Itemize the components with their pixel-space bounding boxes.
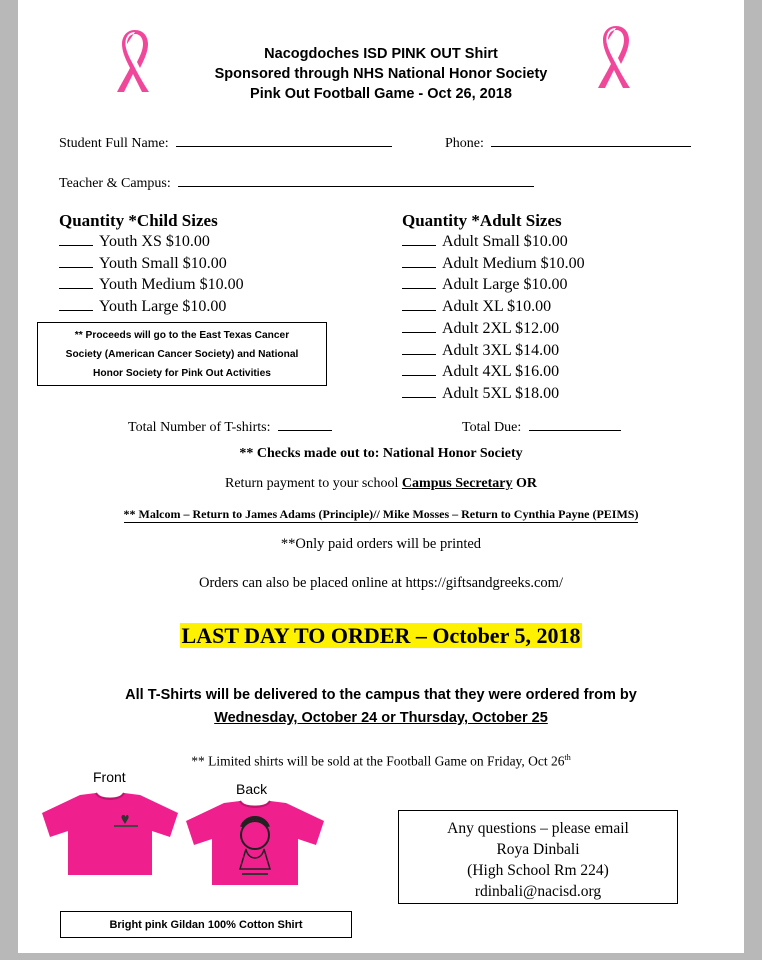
child-size-item[interactable]: Youth Small $10.00	[59, 253, 244, 275]
phone-row	[445, 132, 691, 152]
total-due-row	[462, 416, 621, 436]
back-tshirt-image	[184, 799, 326, 887]
student-name-field[interactable]	[176, 132, 392, 147]
total-shirts-row	[128, 416, 332, 436]
child-sizes-title: Quantity *Child Sizes	[59, 211, 218, 230]
front-tshirt-image	[40, 791, 180, 877]
quantity-blank[interactable]	[59, 296, 93, 311]
limited-shirts-note: ** Limited shirts will be sold at the Football Game on Friday, Oct 26th	[191, 753, 571, 769]
shirt-caption-box: Bright pink Gildan 100% Cotton Shirt	[60, 911, 352, 938]
student-name-row	[59, 132, 392, 152]
deadline-banner: LAST DAY TO ORDER – October 5, 2018	[181, 623, 581, 648]
quantity-blank[interactable]	[402, 318, 436, 333]
flyer-header	[18, 44, 744, 104]
header-event: Pink Out Football Game - Oct 26, 2018	[250, 86, 512, 102]
total-shirts-field[interactable]	[278, 416, 332, 431]
contact-box: Any questions – please email Roya Dinbali (High School Rm 224) rdinbali@nacisd.org	[398, 810, 678, 904]
adult-sizes-title: Quantity *Adult Sizes	[402, 211, 562, 230]
total-shirts-label: Total Number of T-shirts:	[128, 420, 271, 435]
adult-size-item[interactable]: Adult 5XL $18.00	[402, 383, 585, 405]
adult-sizes-section	[402, 211, 585, 405]
teacher-field[interactable]	[178, 172, 534, 187]
adult-size-item[interactable]: Adult 2XL $12.00	[402, 318, 585, 340]
student-name-label: Student Full Name:	[59, 136, 169, 151]
teacher-row	[59, 172, 534, 192]
return-payment-note: Return payment to your school Campus Secretary OR	[225, 476, 537, 491]
teacher-label: Teacher & Campus:	[59, 176, 171, 191]
quantity-blank[interactable]	[402, 296, 436, 311]
quantity-blank[interactable]	[402, 231, 436, 246]
delivery-note: All T-Shirts will be delivered to the campus that they were ordered from by Wednesday, October 24 or Thursday, October 25	[18, 684, 744, 730]
adult-size-item[interactable]: Adult XL $10.00	[402, 296, 585, 318]
child-size-item[interactable]: Youth Large $10.00	[59, 296, 244, 318]
adult-size-item[interactable]: Adult Large $10.00	[402, 274, 585, 296]
quantity-blank[interactable]	[402, 383, 436, 398]
quantity-blank[interactable]	[402, 274, 436, 289]
campus-secretary: Campus Secretary	[401, 476, 513, 491]
quantity-blank[interactable]	[402, 361, 436, 376]
proceeds-note-box: ** Proceeds will go to the East Texas Cancer Society (American Cancer Society) and National Honor Society for Pink Out Activities	[37, 322, 327, 386]
contact-email[interactable]: rdinbali@nacisd.org	[474, 883, 602, 900]
child-size-item[interactable]: Youth Medium $10.00	[59, 274, 244, 296]
quantity-blank[interactable]	[59, 231, 93, 246]
adult-size-item[interactable]: Adult 4XL $16.00	[402, 361, 585, 383]
contact-room: (High School Rm 224)	[467, 862, 609, 879]
child-size-item[interactable]: Youth XS $10.00	[59, 231, 244, 253]
paid-only-note: **Only paid orders will be printed	[280, 536, 482, 552]
malcom-return-note: ** Malcom – Return to James Adams (Principle)// Mike Mosses – Return to Cynthia Payne (PEIMS)	[123, 507, 639, 521]
flyer-page	[18, 0, 744, 953]
contact-name: Roya Dinbali	[496, 841, 580, 858]
phone-field[interactable]	[491, 132, 691, 147]
quantity-blank[interactable]	[402, 253, 436, 268]
phone-label: Phone:	[445, 136, 484, 151]
online-order-note: Orders can also be placed online at https://giftsandgreeks.com/	[198, 575, 563, 591]
adult-size-item[interactable]: Adult Small $10.00	[402, 231, 585, 253]
quantity-blank[interactable]	[59, 253, 93, 268]
quantity-blank[interactable]	[59, 274, 93, 289]
front-label: Front	[93, 769, 126, 785]
delivery-dates: Wednesday, October 24 or Thursday, October 25	[214, 710, 548, 726]
adult-size-item[interactable]: Adult 3XL $14.00	[402, 340, 585, 362]
checks-note: ** Checks made out to: National Honor Society	[239, 446, 523, 461]
back-label: Back	[236, 781, 268, 797]
quantity-blank[interactable]	[402, 340, 436, 355]
child-sizes-section	[59, 211, 244, 318]
adult-size-item[interactable]: Adult Medium $10.00	[402, 253, 585, 275]
total-due-field[interactable]	[529, 416, 621, 431]
total-due-label: Total Due:	[462, 420, 522, 435]
header-sponsor: Sponsored through NHS National Honor Society	[214, 66, 548, 82]
header-title: Nacogdoches ISD PINK OUT Shirt	[264, 46, 498, 62]
